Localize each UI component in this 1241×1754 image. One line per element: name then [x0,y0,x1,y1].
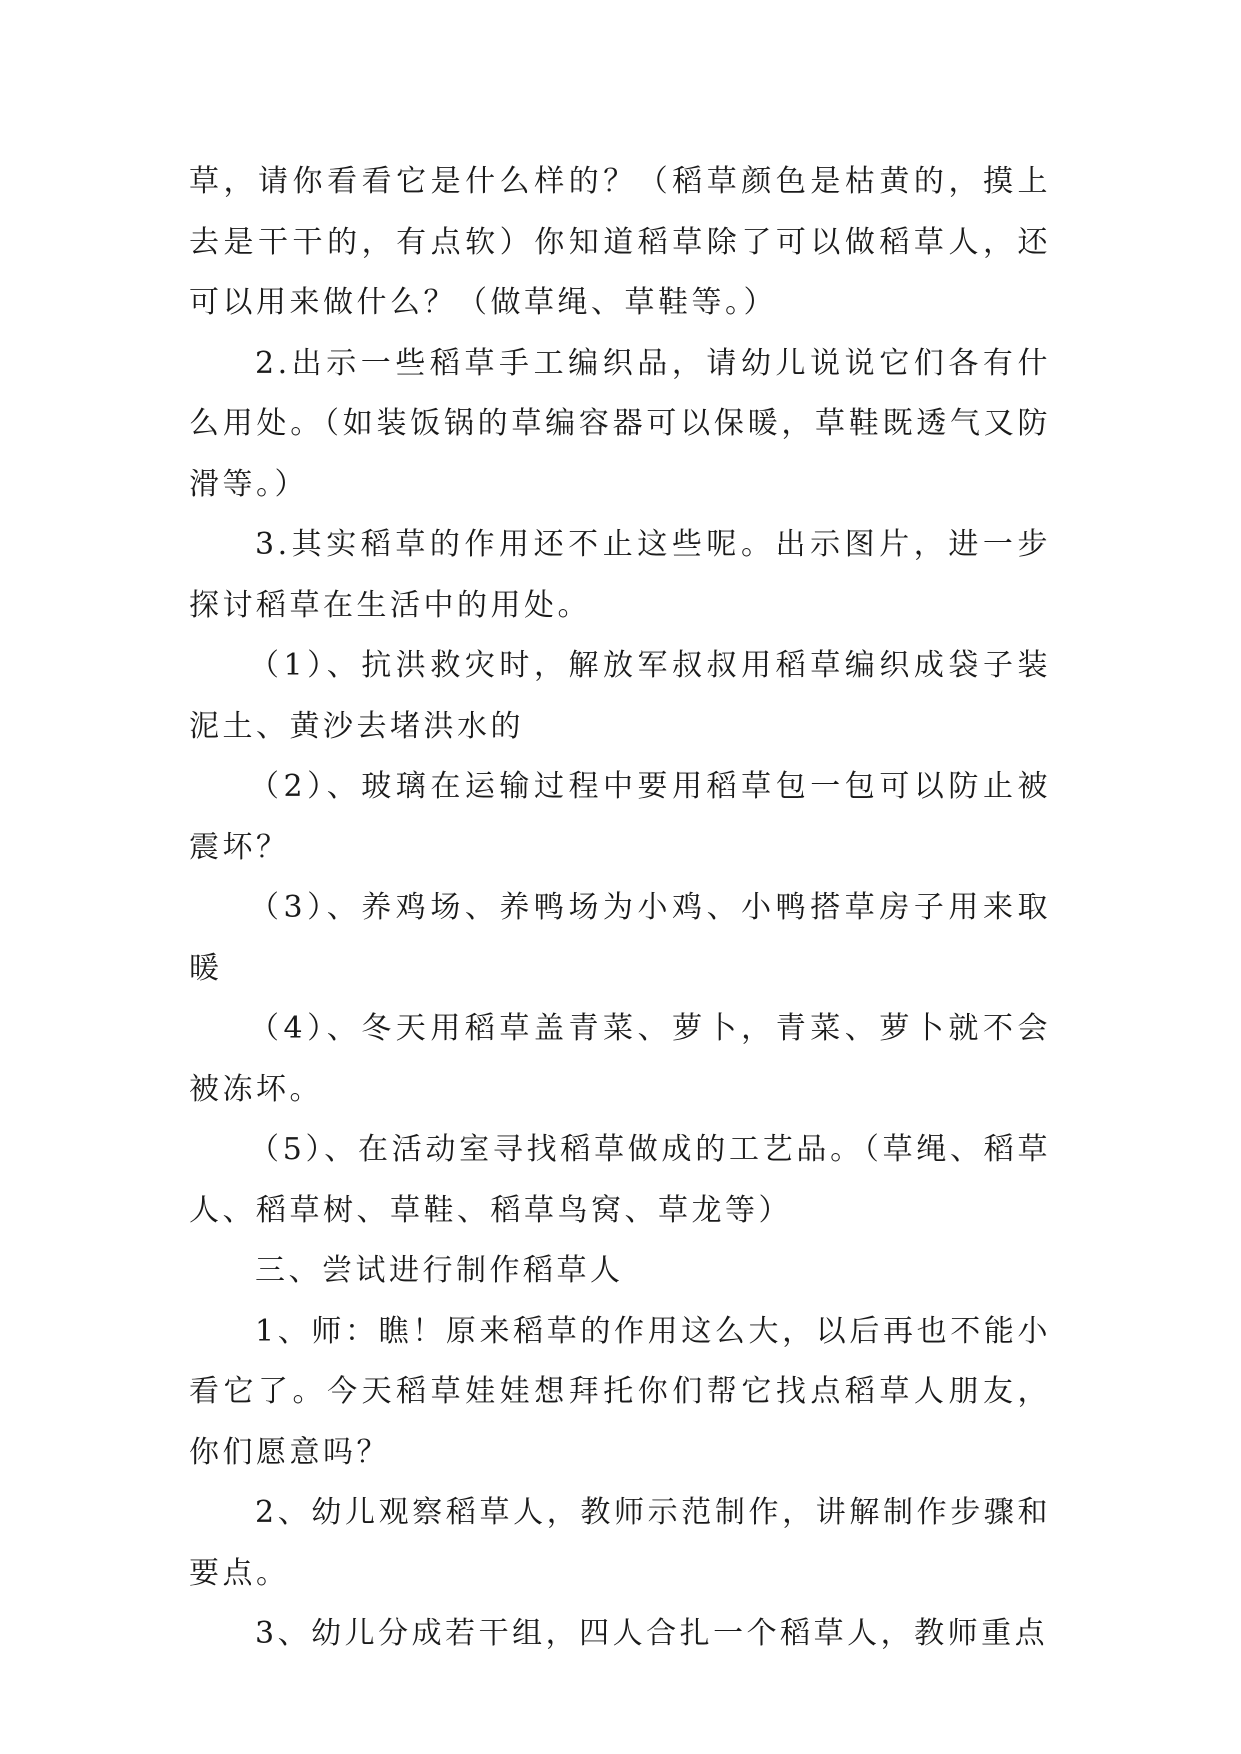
list-item-4: （4）、冬天用稻草盖青菜、萝卜，青菜、萝卜就不会被冻坏。 [189,1011,1051,1107]
paragraph-step-2: 2.出示一些稻草手工编织品，请幼儿说说它们各有什么用处。（如装饭锅的草编容器可以保暖，草鞋既透气又防滑等。） [189,345,1051,502]
paragraph-section3-step-2: 2、幼儿观察稻草人，教师示范制作，讲解制作步骤和要点。 [189,1495,1051,1591]
list-item-2: （2）、玻璃在运输过程中要用稻草包一包可以防止被震坏？ [189,769,1051,865]
document-body [189,152,1051,1665]
paragraph-continuation: 草，请你看看它是什么样的？（稻草颜色是枯黄的，摸上去是干干的，有点软）你知道稻草除了可以做稻草人，还可以用来做什么？（做草绳、草鞋等。） [189,164,1051,320]
paragraph-section3-step-1: 1、师：瞧！原来稻草的作用这么大，以后再也不能小看它了。今天稻草娃娃想拜托你们帮它找点稻草人朋友，你们愿意吗？ [189,1313,1051,1470]
list-item-5: （5）、在活动室寻找稻草做成的工艺品。（草绳、稻草人、稻草树、草鞋、稻草鸟窝、草龙等） [189,1132,1051,1228]
paragraph-step-3: 3.其实稻草的作用还不止这些呢。出示图片，进一步探讨稻草在生活中的用处。 [189,527,1051,623]
paragraph-section3-step-3: 3、幼儿分成若干组，四人合扎一个稻草人，教师重点 [255,1616,1049,1651]
list-item-1: （1）、抗洪救灾时，解放军叔叔用稻草编织成袋子装泥土、黄沙去堵洪水的 [189,648,1051,744]
section-heading-3: 三、尝试进行制作稻草人 [255,1253,624,1288]
list-item-3: （3）、养鸡场、养鸭场为小鸡、小鸭搭草房子用来取暖 [189,890,1051,986]
